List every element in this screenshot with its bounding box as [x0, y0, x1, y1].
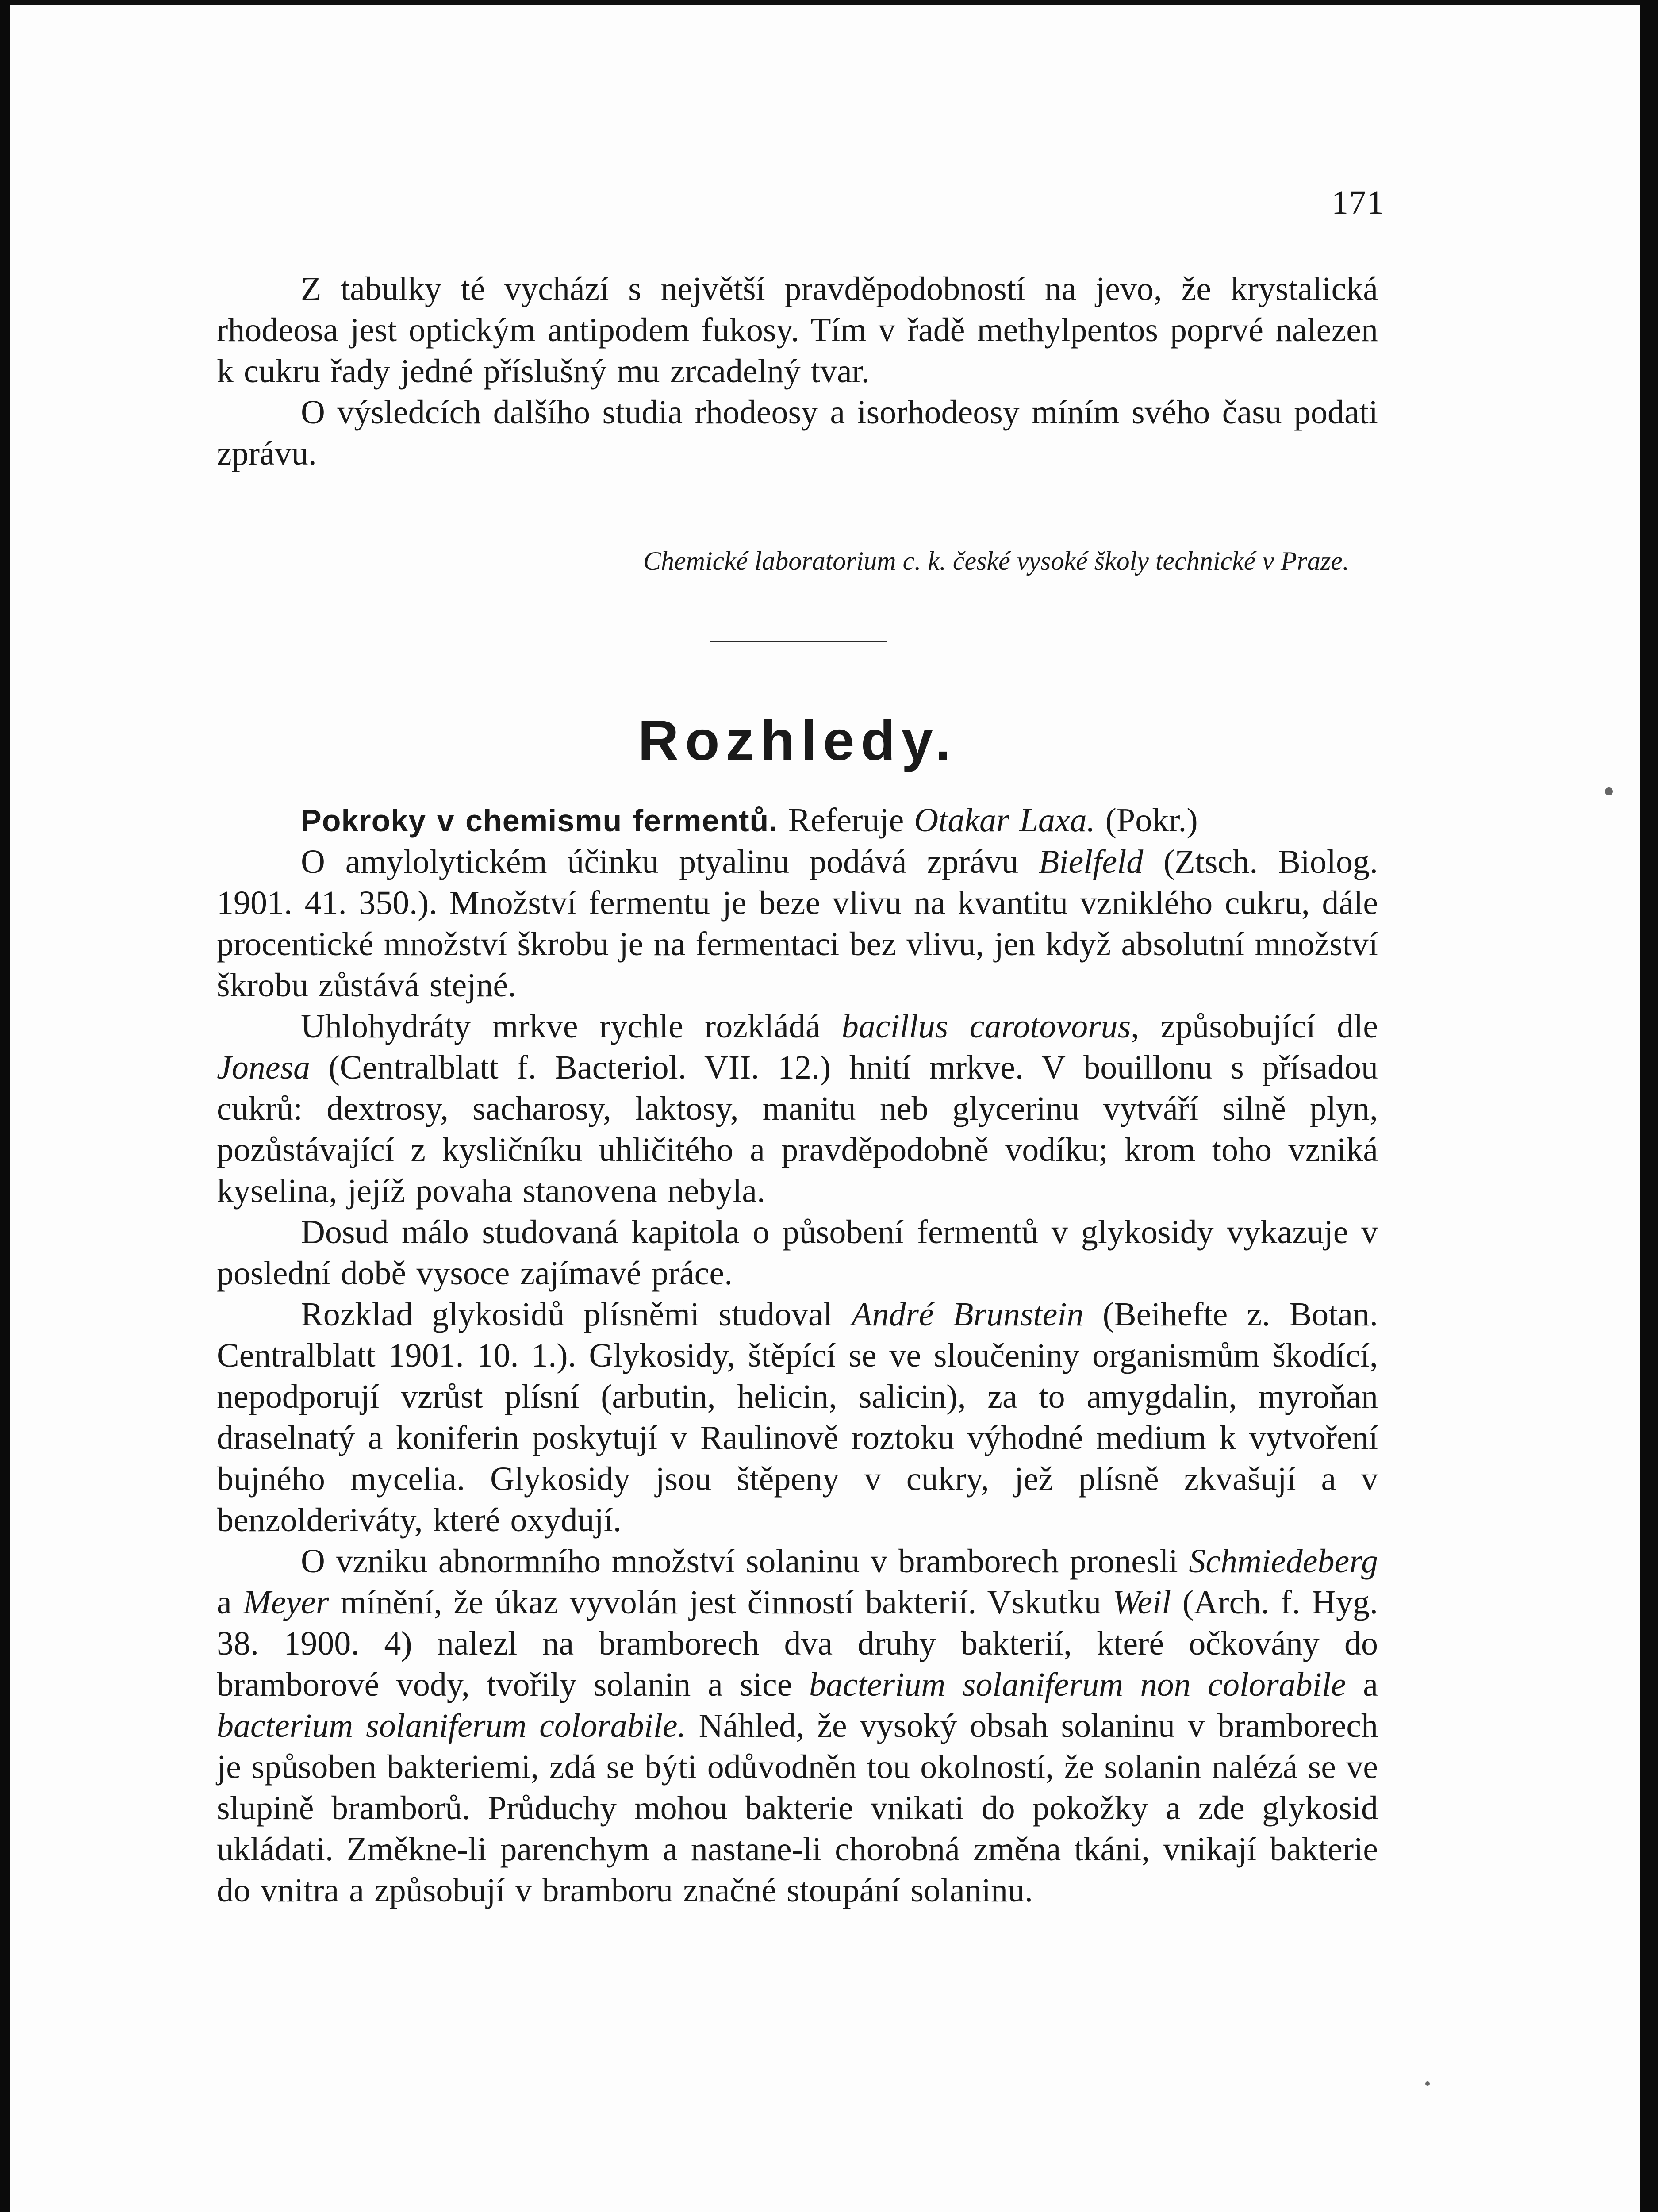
- scan-border-left: [0, 0, 10, 2212]
- cited-name: André Brunstein: [852, 1296, 1084, 1333]
- text-run: , způsobující dle: [1131, 1008, 1378, 1045]
- text-run: (Pokr.): [1095, 802, 1198, 839]
- review-paragraph-6: [217, 1541, 1378, 1911]
- text-run: (Centralblatt f. Bacteriol. VII. 12.) hnití mrkve. V bouillonu s přísadou cukrů: dextrosy, sacharosy, laktosy, manitu neb glycerinu vytváří silně plyn, pozůstávající z kysličníku uhličitého a pravděpodobně vodíku; krom toho vzniká kyselina, jejíž povaha stanovena nebyla.: [217, 1049, 1378, 1210]
- cited-name: Weil: [1112, 1584, 1171, 1621]
- text-run: O amylolytickém účinku ptyalinu podává zprávu: [301, 843, 1039, 880]
- page-number: 171: [1332, 184, 1385, 221]
- scan-speck: [1605, 787, 1613, 795]
- scan-speck: [1425, 2081, 1430, 2086]
- cited-name: Jonesa: [217, 1049, 311, 1086]
- species-name: bacillus carotovorus: [841, 1008, 1131, 1045]
- review-body: [217, 800, 1378, 1911]
- text-run: mínění, že úkaz vyvolán jest činností bakterií. Vskutku: [329, 1584, 1113, 1621]
- species-name: bacterium solaniferum colorabile.: [217, 1707, 686, 1744]
- review-paragraph-5: [217, 1294, 1378, 1541]
- review-paragraph-3: [217, 1006, 1378, 1212]
- species-name: bacterium solaniferum non colorabile: [809, 1666, 1346, 1703]
- affiliation-line: Chemické laboratorium c. k. české vysoké školy technické v Praze.: [643, 546, 1349, 576]
- scan-border-top: [0, 0, 1658, 5]
- text-run: Náhled, že vysoký obsah solaninu v bramborech je spůsoben bakteriemi, zdá se býti odůvodněn tou okolností, že solanin nalézá se ve slupině bramborů. Průduchy mohou bakterie vnikati do pokožky a zde glykosid ukládati. Změkne-li parenchym a nastane-li chorobná změna tkáni, vnikají bakterie do vnitra a způsobují v bramboru značné stoupání solaninu.: [217, 1707, 1378, 1909]
- text-run: (Ztsch. Biolog. 1901. 41. 350.). Množství fermentu je beze vlivu na kvantitu vzniklého cukru, dále procentické množství škrobu je na fermentaci bez vlivu, jen když absolutní množství škrobu zůstává stejné.: [217, 843, 1378, 1004]
- text-run: (Beihefte z. Botan. Centralblatt 1901. 10. 1.). Glykosidy, štěpící se ve sloučeniny organismům škodící, nepodporují vzrůst plísní (arbutin, helicin, salicin), za to amygdalin, myroňan draselnatý a koniferin poskytují v Raulinově roztoku výhodné medium k vytvoření bujného mycelia. Glykosidy jsou štěpeny v cukry, jež plísně zkvašují a v benzolderiváty, které oxydují.: [217, 1296, 1378, 1539]
- text-run: (Arch. f. Hyg. 38. 1900. 4) nalezl na bramborech dva druhy bakterií, které očkovány do bramborové vody, tvořily solanin a sice: [217, 1584, 1378, 1703]
- review-paragraph-4: Dosud málo studovaná kapitola o působení fermentů v glykosidy vykazuje v poslední době vysoce zajímavé práce.: [217, 1214, 1378, 1292]
- text-run: Uhlohydráty mrkve rychle rozkládá: [301, 1008, 842, 1045]
- cited-name: Bielfeld: [1038, 843, 1144, 880]
- intro-text: [217, 269, 1378, 474]
- text-run: O vzniku abnormního množství solaninu v bramborech pronesli: [301, 1543, 1189, 1580]
- scan-border-right: [1640, 0, 1658, 2212]
- text-run: Referuje: [778, 802, 914, 839]
- review-headline: Pokroky v chemismu fermentů.: [301, 803, 778, 838]
- intro-paragraph-1: Z tabulky té vychází s největší pravděpodobností na jevo, že krystalická rhodeosa jest optickým antipodem fukosy. Tím v řadě methylpentos poprvé nalezen k cukru řady jedné příslušný mu zrcadelný tvar.: [217, 270, 1378, 390]
- author-name: Otakar Laxa.: [914, 802, 1095, 839]
- cited-name: Schmiedeberg: [1189, 1543, 1378, 1580]
- text-run: a: [217, 1584, 243, 1621]
- text-run: a: [1346, 1666, 1378, 1703]
- cited-name: Meyer: [243, 1584, 329, 1621]
- review-paragraph-2: [217, 841, 1378, 1006]
- separator-rule: [710, 641, 887, 642]
- section-title: Rozhledy.: [638, 709, 957, 772]
- text-run: Rozklad glykosidů plísněmi studoval: [301, 1296, 852, 1333]
- review-paragraph-1: [217, 800, 1378, 841]
- intro-paragraph-2: O výsledcích dalšího studia rhodeosy a isorhodeosy míním svého času podati zprávu.: [217, 394, 1378, 472]
